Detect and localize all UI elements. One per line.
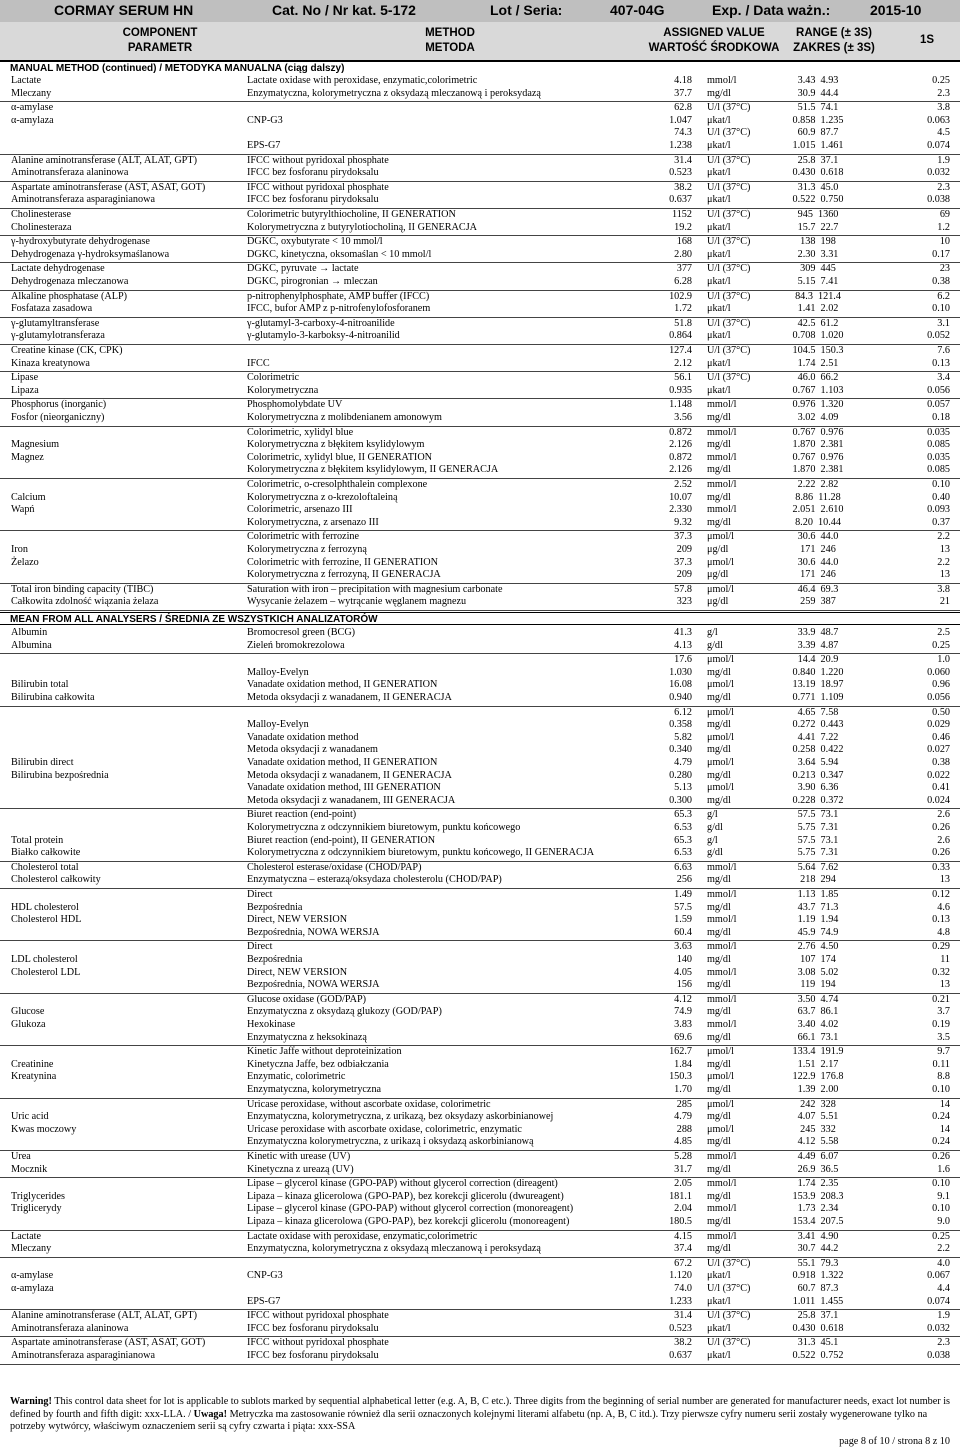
- cell-range: 84.3 121.4 1.41 2.02: [795, 290, 841, 315]
- cell-component: Albumin Albumina: [11, 627, 52, 651]
- col-range-text: RANGE (± 3S) ZAKRES (± 3S): [793, 27, 875, 54]
- col-assigned-text: ASSIGNED VALUE WARTOŚĆ ŚRODKOWA: [648, 27, 780, 54]
- cell-method: Glucose oxidase (GOD/PAP) Enzymatyczna z oksydazą glukozy (GOD/PAP) Hexokinase Enzymatyczna z heksokinazą: [247, 993, 442, 1043]
- col-method: [370, 26, 530, 56]
- cell-range: 2.22 2.82 8.86 11.28 2.051 2.610 8.20 10.44: [792, 479, 844, 528]
- cell-unit: U/l (37°C) μkat/l: [707, 1337, 751, 1361]
- document-topbar: [0, 0, 960, 22]
- cell-method: Colorimetric Kolorymetryczna: [247, 372, 319, 396]
- cell-value: 162.7 1.84 150.3 1.70: [669, 1046, 692, 1095]
- cell-unit: μmol/l mg/dl μmol/l mg/dl μmol/l mg/dl μmol/l mg/dl: [707, 706, 734, 806]
- cell-value: 127.4 2.12: [669, 345, 692, 369]
- cell-component: Uric acid Kwas moczowy: [11, 1111, 77, 1135]
- col-1s: 1S: [919, 34, 935, 46]
- cell-value: 65.3 6.53 65.3 6.53: [674, 809, 692, 859]
- cell-range: 4.49 6.07 26.9 36.5: [797, 1151, 839, 1175]
- cell-unit: mmol/l mg/dl: [707, 861, 737, 886]
- product-name: CORMAY SERUM HN: [54, 2, 194, 18]
- cell-component: γ-hydroxybutyrate dehydrogenase Dehydrogenaza γ-hydroksymaślanowa: [11, 236, 170, 260]
- cell-value: 62.8 1.047 74.3 1.238: [669, 102, 692, 151]
- cell-component: Cholesterol total Cholesterol całkowity: [11, 861, 101, 886]
- cell-range: 0.976 1.320 3.02 4.09: [792, 399, 844, 423]
- cell-value: 17.6 1.030 16.08 0.940: [669, 654, 692, 703]
- cell-sd: 2.6 0.26 2.6 0.26: [932, 809, 950, 859]
- cell-sd: 0.12 4.6 0.13 4.8: [932, 889, 950, 938]
- cell-unit: U/l (37°C) μkat/l: [707, 372, 751, 396]
- cell-sd: 3.1 0.052: [927, 317, 950, 342]
- cell-range: 242 328 4.07 5.51 245 332 4.12 5.58: [797, 1098, 839, 1148]
- cell-method: Lactate oxidase with peroxidase, enzymatic,colorimetric Enzymatyczna, kolorymetryczna z oksydazą mleczanową i peroksydazą: [247, 1230, 541, 1255]
- cell-method: Kinetic with urease (UV) Kinetyczna z ureazą (UV): [247, 1151, 354, 1175]
- cell-unit: g/l g/dl: [707, 627, 723, 651]
- cell-unit: U/l (37°C) μkat/l U/l (37°C) μkat/l: [707, 102, 751, 151]
- cell-sd: 23 0.38: [932, 263, 950, 287]
- cell-component: Total iron binding capacity (TIBC) Całkowita zdolność wiązania żelaza: [11, 583, 159, 608]
- col-assigned-value: [636, 26, 792, 56]
- warning-label: Warning!: [10, 1396, 52, 1407]
- cell-component: Lactate Mleczany: [11, 1230, 52, 1255]
- cell-sd: 6.2 0.10: [932, 290, 950, 315]
- uwaga-text: Metryczka ma zastosowanie również dla serii oznaczonych kolejnymi literami alfabetu (np. A, B, C itd.). Trzy pierwsze cyfry numeru serii zostały wygenerowane tylko na potrzeby wytwórcy, właściwym oznaczeniem serii są cyfry czwarta i piąta: xxx-SSA: [10, 1408, 928, 1433]
- cell-value: 1152 19.2: [672, 209, 692, 233]
- cell-value: 57.8 323: [674, 583, 692, 608]
- cell-component: Creatinine Kreatynina: [11, 1058, 57, 1083]
- row-divider: [0, 610, 960, 611]
- cell-range: 31.3 45.0 0.522 0.750: [792, 181, 844, 206]
- cell-value: 285 4.79 288 4.85: [674, 1098, 692, 1148]
- cell-component: Alanine aminotransferase (ALT, ALAT, GPT) Aminotransferaza alaninowa: [11, 1310, 197, 1334]
- cell-sd: 0.26 1.6: [932, 1151, 950, 1175]
- cell-component: Urea Mocznik: [11, 1151, 48, 1175]
- cell-method: IFCC without pyridoxal phosphate IFCC bez fosforanu pirydoksalu: [247, 1337, 389, 1361]
- cell-sd: 0.29 11 0.32 13: [932, 941, 950, 991]
- cell-sd: 9.7 0.11 8.8 0.10: [932, 1046, 950, 1095]
- expiry-label: Exp. / Data ważn.:: [712, 2, 831, 18]
- cell-range: 55.1 79.3 0.918 1.322 60.7 87.3 1.011 1.455: [792, 1257, 844, 1307]
- cell-method: IFCC without pyridoxal phosphate IFCC bez fosforanu pirydoksalu: [247, 1310, 389, 1334]
- cell-component: Lactate dehydrogenase Dehydrogenaza mleczanowa: [11, 263, 129, 287]
- cell-range: 42.5 61.2 0.708 1.020: [792, 317, 844, 342]
- cell-value: 102.9 1.72: [669, 290, 692, 315]
- cell-sd: 7.6 0.13: [932, 345, 950, 369]
- cell-method: IFCC: [247, 357, 270, 369]
- cell-value: 168 2.80: [674, 236, 692, 260]
- cell-sd: 2.3 0.038: [927, 181, 950, 206]
- cell-method: Biuret reaction (end-point) Kolorymetryczna z odczynnikiem biuretowym, punktu końcowego Biuret reaction (end-point), II GENERATION Kolorymetryczna z odczynnikiem biuretowym, punktu końcowego, II GENERACJA: [247, 809, 595, 859]
- cell-unit: U/l (37°C) μkat/l: [707, 236, 751, 260]
- warning-text: This control data sheet for lot is applicable to sublots marked by sequential alphabetical letter (e.g. A, B, C etc.). Three digits from the beginning of serial number are generated for manufacturer needs, exact lot number is defined by fourth and fifth digit: xxx-LLA. /: [10, 1396, 950, 1420]
- cell-value: 31.4 0.523: [669, 154, 692, 179]
- col-component-text: COMPONENT PARAMETR: [122, 27, 198, 54]
- cell-method: p-nitrophenylphosphate, AMP buffer (IFCC) IFCC, bufor AMP z p-nitrofenylofosforanem: [247, 290, 431, 315]
- cell-method: CNP-G3 EPS-G7: [247, 114, 283, 151]
- cell-range: 46.4 69.3 259 387: [797, 583, 839, 608]
- cell-value: 4.15 37.4: [674, 1230, 692, 1255]
- cell-component: Aspartate aminotransferase (AST, ASAT, GOT) Aminotransferaza asparaginianowa: [11, 181, 206, 206]
- cell-unit: mmol/l mg/dl mmol/l mg/dl: [707, 941, 737, 991]
- cell-range: 33.9 48.7 3.39 4.87: [797, 627, 839, 651]
- cell-value: 51.8 0.864: [669, 317, 692, 342]
- cell-unit: U/l (37°C) μkat/l: [707, 290, 751, 315]
- cell-value: 56.1 0.935: [669, 372, 692, 396]
- cell-range: 46.0 66.2 0.767 1.103: [792, 372, 844, 396]
- cell-method: DGKC, oxybutyrate < 10 mmol/l DGKC, kinetyczna, oksomaślan < 10 mmol/l: [247, 236, 432, 260]
- cell-component: Magnesium Magnez: [11, 439, 60, 463]
- cell-method: CNP-G3 EPS-G7: [247, 1270, 283, 1307]
- cell-sd: 3.4 0.056: [927, 372, 950, 396]
- cell-range: 4.65 7.58 0.272 0.443 4.41 7.22 0.258 0.422 3.64 5.94 0.213 0.347 3.90 6.36 0.228 0.372: [792, 706, 844, 806]
- page-number: page 8 of 10 / strona 8 z 10: [839, 1436, 950, 1447]
- cell-sd: 0.50 0.029 0.46 0.027 0.38 0.022 0.41 0.024: [927, 706, 950, 806]
- cell-unit: μmol/l mg/dl μmol/l mg/dl: [707, 1046, 734, 1095]
- cell-value: 1.49 57.5 1.59 60.4: [674, 889, 692, 938]
- cell-range: 31.3 45.1 0.522 0.752: [792, 1337, 844, 1361]
- section-manual-method: MANUAL METHOD (continued) / METODYKA MANUALNA (ciąg dalszy): [0, 61, 960, 74]
- cell-range: 0.767 0.976 1.870 2.381 0.767 0.976 1.870 2.381: [792, 426, 844, 476]
- cell-component: α-amylase α-amylaza: [11, 102, 54, 126]
- cell-range: 30.6 44.0 171 246 30.6 44.0 171 246: [797, 531, 839, 581]
- cell-component: Bilirubin direct Bilirubina bezpośrednia: [11, 756, 109, 781]
- cell-sd: 2.3 0.038: [927, 1337, 950, 1361]
- cell-unit: mmol/l mg/dl mmol/l mg/dl: [707, 1178, 737, 1227]
- cell-component: α-amylase α-amylaza: [11, 1270, 54, 1294]
- expiry-value: 2015-10: [870, 2, 922, 18]
- cell-component: Bilirubin total Bilirubina całkowita: [11, 679, 95, 703]
- cell-method: Bromocresol green (BCG) Zieleń bromokrezolowa: [247, 627, 356, 651]
- cell-method: Lactate oxidase with peroxidase, enzymatic,colorimetric Enzymatyczna, kolorymetryczna z oksydazą mleczanową i peroksydazą: [247, 75, 541, 99]
- cell-range: 25.8 37.1 0.430 0.618: [792, 154, 844, 179]
- cell-sd: 4.0 0.067 4.4 0.074: [927, 1257, 950, 1307]
- cell-range: 3.43 4.93 30.9 44.4: [797, 75, 839, 99]
- cell-component: γ-glutamyltransferase γ-glutamylotransferaza: [11, 317, 105, 342]
- cell-value: 4.12 74.9 3.83 69.6: [674, 993, 692, 1043]
- cell-component: Cholinesterase Cholinesteraza: [11, 209, 72, 233]
- cell-sd: 0.035 0.085 0.035 0.085: [927, 426, 950, 476]
- cell-method: Colorimetric butyrylthiocholine, II GENERATION Kolorymetryczna z butyrylotiocholiną, II GENERACJA: [247, 209, 478, 233]
- cell-range: 104.5 150.3 1.74 2.51: [792, 345, 844, 369]
- cell-unit: mmol/l mg/dl mmol/l mg/dl: [707, 426, 737, 476]
- col-range: [782, 26, 886, 56]
- cell-range: 309 445 5.15 7.41: [797, 263, 839, 287]
- cell-sd: 14 0.24 14 0.24: [932, 1098, 950, 1148]
- cell-range: 3.50 4.74 63.7 86.1 3.40 4.02 66.1 73.1: [797, 993, 839, 1043]
- cell-unit: U/l (37°C) μkat/l: [707, 209, 751, 233]
- cell-sd: 1.9 0.032: [927, 1310, 950, 1334]
- cell-range: 138 198 2.30 3.31: [797, 236, 839, 260]
- cell-method: Uricase peroxidase, without ascorbate oxidase, colorimetric Enzymatyczna, kolorymetryczna, z urikazą, bez oksydazy askorbinianowej Uricase peroxidase with ascorbate oxidase, colorimetric, enzymatic Enzymatyczna kolorymetryczna, z urikazą i oksydazą askorbinianową: [247, 1098, 554, 1148]
- cell-value: 5.28 31.7: [674, 1151, 692, 1175]
- cell-method: Colorimetric with ferrozine Kolorymetryczna z ferrozyną Colorimetric with ferrozine, II GENERATION Kolorymetryczna z ferrozyną, II GENERACJA: [247, 531, 441, 581]
- cell-sd: 3.8 0.063 4.5 0.074: [927, 102, 950, 151]
- cell-unit: U/l (37°C) μkat/l: [707, 1310, 751, 1334]
- cell-sd: 1.9 0.032: [927, 154, 950, 179]
- cell-sd: 3.8 21: [937, 583, 950, 608]
- cell-unit: μmol/l μg/dl μmol/l μg/dl: [707, 531, 734, 581]
- cell-unit: U/l (37°C) μkat/l: [707, 317, 751, 342]
- cell-component: Calcium Wapń: [11, 491, 46, 516]
- cell-unit: g/l g/dl g/l g/dl: [707, 809, 723, 859]
- cell-sd: 0.25 2.3: [932, 75, 950, 99]
- section-mean-all-analysers: MEAN FROM ALL ANALYSERS / ŚREDNIA ZE WSZYSTKICH ANALIZATORÓW: [0, 612, 960, 625]
- cell-method: Malloy-Evelyn Vanadate oxidation method Metoda oksydacji z wanadanem Vanadate oxidation method, II GENERATION Metoda oksydacji z wanadanem, II GENERACJA Vanadate oxidation method, III GENERATION Metoda oksydacji z wanadanem, III GENERACJA: [247, 719, 456, 806]
- cell-method: DGKC, pyruvate → lactate DGKC, pirogronian → mleczan: [247, 263, 378, 287]
- cell-unit: μmol/l mg/dl μmol/l mg/dl: [707, 1098, 734, 1148]
- cell-value: 38.2 0.637: [669, 1337, 692, 1361]
- cell-component: HDL cholesterol Cholesterol HDL: [11, 901, 82, 926]
- cell-unit: mmol/l mg/dl: [707, 399, 737, 423]
- cell-value: 31.4 0.523: [669, 1310, 692, 1334]
- cell-method: Phosphomolybdate UV Kolorymetryczna z molibdenianem amonowym: [247, 399, 442, 423]
- cell-component: Alanine aminotransferase (ALT, ALAT, GPT) Aminotransferaza alaninowa: [11, 154, 197, 179]
- cell-component: Lipase Lipaza: [11, 372, 39, 396]
- cell-value: 0.872 2.126 0.872 2.126: [669, 426, 692, 476]
- cell-range: 1.13 1.85 43.7 71.3 1.19 1.94 45.9 74.9: [797, 889, 839, 938]
- cell-method: Colorimetric, o-cresolphthalein complexone Kolorymetryczna z o-krezoloftaleiną Colorimetric, arsenazo III Kolorymetryczna, z arsenazo III: [247, 479, 428, 528]
- cell-unit: mmol/l mg/dl mmol/l mg/dl: [707, 479, 737, 528]
- cell-method: IFCC without pyridoxal phosphate IFCC bez fosforanu pirydoksalu: [247, 181, 389, 206]
- cell-unit: U/l (37°C) μkat/l: [707, 345, 751, 369]
- cell-range: 57.5 73.1 5.75 7.31 57.5 73.1 5.75 7.31: [797, 809, 839, 859]
- cell-range: 51.5 74.1 0.858 1.235 60.9 87.7 1.015 1.461: [792, 102, 844, 151]
- cell-method: IFCC without pyridoxal phosphate IFCC bez fosforanu pirydoksalu: [247, 154, 389, 179]
- catalog-number: Cat. No / Nr kat. 5-172: [272, 2, 416, 18]
- lot-value: 407-04G: [610, 2, 665, 18]
- cell-unit: U/l (37°C) μkat/l: [707, 263, 751, 287]
- cell-method: γ-glutamyl-3-carboxy-4-nitroanilide γ-glutamylo-3-karboksy-4-nitroanilid: [247, 317, 400, 342]
- cell-range: 2.76 4.50 107 174 3.08 5.02 119 194: [797, 941, 839, 991]
- cell-sd: 0.10 9.1 0.10 9.0: [932, 1178, 950, 1227]
- cell-sd: 0.33 13: [932, 861, 950, 886]
- cell-component: Glucose Glukoza: [11, 1006, 46, 1030]
- cell-sd: 10 0.17: [932, 236, 950, 260]
- cell-unit: mmol/l mg/dl mmol/l mg/dl: [707, 889, 737, 938]
- cell-unit: mmol/l mg/dl: [707, 75, 737, 99]
- cell-sd: 2.5 0.25: [932, 627, 950, 651]
- cell-range: 14.4 20.9 0.840 1.220 13.19 18.97 0.771 1.109: [792, 654, 844, 703]
- cell-range: 5.64 7.62 218 294: [797, 861, 839, 886]
- col-component: [80, 26, 240, 56]
- cell-component: Creatine kinase (CK, CPK) Kinaza kreatynowa: [11, 345, 123, 369]
- cell-sd: 2.2 13 2.2 13: [937, 531, 950, 581]
- cell-method: Kinetic Jaffe without deproteinization Kinetyczna Jaffe, bez odbiałczania Enzymatic, colorimetric Enzymatyczna, kolorymetryczna: [247, 1046, 402, 1095]
- cell-value: 41.3 4.13: [674, 627, 692, 651]
- cell-unit: μmol/l mg/dl μmol/l mg/dl: [707, 654, 734, 703]
- cell-range: 945 1360 15.7 22.7: [797, 209, 839, 233]
- cell-method: Saturation with iron – precipitation with magnesium carbonate Wysycanie żelazem – wytrącanie węglanem magnezu: [247, 583, 503, 608]
- cell-value: 6.63 256: [674, 861, 692, 886]
- cell-range: 133.4 191.9 1.51 2.17 122.9 176.8 1.39 2.00: [792, 1046, 844, 1095]
- warning-note: [10, 1396, 952, 1434]
- cell-method: Malloy-Evelyn Vanadate oxidation method, II GENERATION Metoda oksydacji z wanadanem, II GENERACJA: [247, 666, 452, 703]
- cell-value: 377 6.28: [674, 263, 692, 287]
- cell-value: 67.2 1.120 74.0 1.233: [669, 1257, 692, 1307]
- cell-unit: U/l (37°C) μkat/l U/l (37°C) μkat/l: [707, 1257, 751, 1307]
- cell-value: 2.05 181.1 2.04 180.5: [669, 1178, 692, 1227]
- cell-method: Direct Bezpośrednia Direct, NEW VERSION Bezpośrednia, NOWA WERSJA: [247, 941, 380, 991]
- cell-sd: 1.0 0.060 0.96 0.056: [927, 654, 950, 703]
- cell-method: Colorimetric, xylidyl blue Kolorymetryczna z błękitem ksylidylowym Colorimetric, xylidyl blue, II GENERATION Kolorymetryczna z błękitem ksylidylowym, II GENERACJA: [247, 426, 499, 476]
- cell-sd: 0.057 0.18: [927, 399, 950, 423]
- lot-label: Lot / Seria:: [490, 2, 563, 18]
- cell-value: 6.12 0.358 5.82 0.340 4.79 0.280 5.13 0.300: [669, 706, 692, 806]
- cell-component: LDL cholesterol Cholesterol LDL: [11, 953, 81, 978]
- cell-component: Total protein Białko całkowite: [11, 834, 81, 859]
- uwaga-label: Uwaga!: [193, 1408, 228, 1420]
- cell-range: 1.74 2.35 153.9 208.3 1.73 2.34 153.4 207.5: [792, 1178, 844, 1227]
- cell-component: Aspartate aminotransferase (AST, ASAT, GOT) Aminotransferaza asparaginianowa: [11, 1337, 206, 1361]
- cell-value: 38.2 0.637: [669, 181, 692, 206]
- cell-sd: 69 1.2: [937, 209, 950, 233]
- cell-sd: 0.25 2.2: [932, 1230, 950, 1255]
- column-header: [0, 22, 960, 61]
- cell-unit: U/l (37°C) μkat/l: [707, 154, 751, 179]
- cell-value: 1.148 3.56: [669, 399, 692, 423]
- cell-value: 2.52 10.07 2.330 9.32: [669, 479, 692, 528]
- cell-sd: 0.21 3.7 0.19 3.5: [932, 993, 950, 1043]
- cell-method: Lipase – glycerol kinase (GPO-PAP) without glycerol correction (direagent) Lipaza – kinaza glicerolowa (GPO-PAP), bez korekcji glicerolu (dwureagent) Lipase – glycerol kinase (GPO-PAP) without glycerol correction (monoreagent) Lipaza – kinaza glicerolowa (GPO-PAP), bez korekcji glicerolu (monoreagent): [247, 1178, 574, 1227]
- cell-unit: U/l (37°C) μkat/l: [707, 181, 751, 206]
- cell-unit: mmol/l mg/dl mmol/l mg/dl: [707, 993, 737, 1043]
- cell-sd: 0.10 0.40 0.093 0.37: [927, 479, 950, 528]
- cell-component: Lactate Mleczany: [11, 75, 52, 99]
- cell-range: 25.8 37.1 0.430 0.618: [792, 1310, 844, 1334]
- cell-unit: mmol/l mg/dl: [707, 1230, 737, 1255]
- cell-component: Phosphorus (inorganic) Fosfor (nieorganiczny): [11, 399, 107, 423]
- cell-range: 3.41 4.90 30.7 44.2: [797, 1230, 839, 1255]
- col-method-text: METHOD METODA: [425, 27, 475, 54]
- cell-value: 3.63 140 4.05 156: [674, 941, 692, 991]
- cell-unit: μmol/l μg/dl: [707, 583, 734, 608]
- cell-component: Iron Żelazo: [11, 543, 39, 568]
- cell-value: 37.3 209 37.3 209: [674, 531, 692, 581]
- cell-value: 4.18 37.7: [674, 75, 692, 99]
- cell-component: Alkaline phosphatase (ALP) Fosfataza zasadowa: [11, 290, 127, 315]
- cell-method: Cholesterol esterase/oxidase (CHOD/PAP) Enzymatyczna – esterazą/oksydaza cholesterolu (CHOD/PAP): [247, 861, 502, 886]
- cell-method: Direct Bezpośrednia Direct, NEW VERSION Bezpośrednia, NOWA WERSJA: [247, 889, 380, 938]
- cell-unit: mmol/l mg/dl: [707, 1151, 737, 1175]
- row-divider: [0, 1364, 960, 1365]
- cell-component: Triglycerides Triglicerydy: [11, 1190, 65, 1215]
